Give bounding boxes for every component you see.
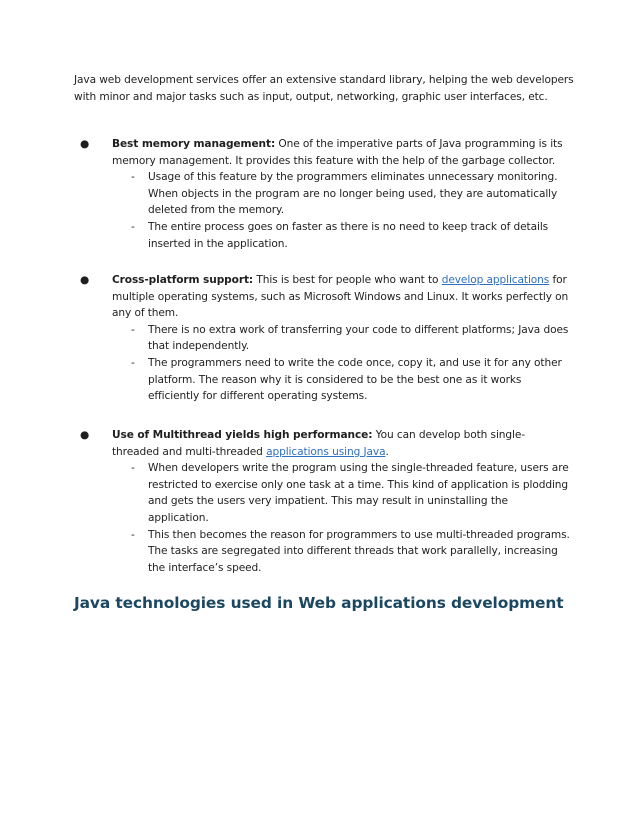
sub-item-text: Usage of this feature by the programmers eliminates unnecessary monitoring. When objects in the program are no longer being used, they are automatically deleted from the memory.	[148, 171, 558, 217]
bullet-marker: ●	[80, 274, 90, 286]
sub-item-text: The entire process goes on faster as there is no need to keep track of details inserted in the application.	[148, 220, 549, 250]
bullet-text: for multiple operating systems, such as Microsoft Windows and Linux. It works perfectly on any of them.	[112, 274, 569, 320]
dash-marker: -	[131, 171, 135, 184]
dash-marker: -	[131, 356, 135, 369]
bullet-multithread	[80, 427, 570, 576]
bullet-text: This is best for people who want to	[253, 274, 442, 286]
applications-using-java-link[interactable]: applications using Java	[266, 445, 386, 458]
dash-marker: -	[131, 220, 135, 233]
list-item	[80, 527, 570, 577]
list-item	[80, 169, 570, 219]
dash-marker: -	[131, 528, 135, 541]
bullet-title: Cross-platform support:	[112, 274, 254, 286]
bullet-text: You can develop both single-threaded and multi-threaded	[112, 429, 526, 458]
sub-item-text: When developers write the program using the single-threaded feature, users are restricted to exercise only one task at a time. This kind of application is plodding and gets the users very impatient. This may result in uninstalling the application.	[148, 462, 569, 524]
list-item	[80, 355, 570, 405]
bullet-marker: ●	[80, 138, 90, 150]
sub-item-text: This then becomes the reason for programmers to use multi-threaded programs. The tasks are segregated into different threads that work parallelly, increasing the interface’s speed.	[148, 528, 570, 574]
bullet-memory-management	[80, 136, 570, 252]
list-item	[80, 460, 570, 526]
dash-marker: -	[131, 323, 135, 336]
intro-paragraph: Java web development services offer an extensive standard library, helping the web developers with minor and major tasks such as input, output, networking, graphic user interfaces, etc.	[74, 74, 574, 103]
list-item	[80, 322, 570, 355]
sub-item-text: There is no extra work of transferring your code to different platforms; Java does that independently.	[148, 323, 569, 353]
list-item	[80, 219, 570, 252]
bullet-text: .	[385, 445, 389, 458]
section-heading: Java technologies used in Web applications development	[74, 594, 564, 612]
sub-item-text: The programmers need to write the code once, copy it, and use it for any other platform. The reason why it is considered to be the best one as it works efficiently for different operating systems.	[148, 356, 562, 403]
bullet-marker: ●	[80, 429, 90, 441]
sub-list	[80, 169, 570, 252]
bullet-title: Use of Multithread yields high performance:	[112, 429, 373, 441]
dash-marker: -	[131, 462, 135, 475]
bullet-text: One of the imperative parts of Java programming is its memory management. It provides this feature with the help of the garbage collector.	[112, 138, 563, 167]
develop-applications-link[interactable]: develop applications	[441, 274, 550, 286]
bullet-cross-platform	[80, 272, 570, 405]
sub-list	[80, 460, 570, 576]
bullet-title: Best memory management:	[112, 138, 276, 150]
sub-list	[80, 322, 570, 405]
